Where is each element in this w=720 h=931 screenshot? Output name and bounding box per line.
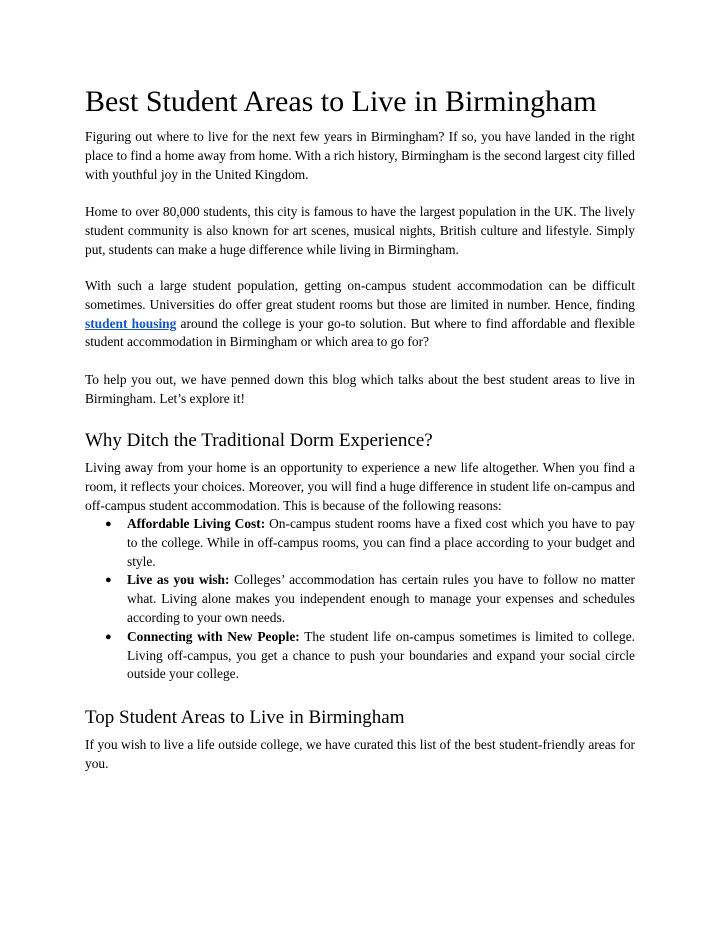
intro-paragraph-3-start: With such a large student population, getting on-campus student accommodation can be difficult sometimes. Universities do offer great student rooms but those are limited in number. Hence, finding	[85, 278, 635, 312]
student-housing-link[interactable]: student housing	[85, 315, 177, 331]
dorm-paragraph: Living away from your home is an opportunity to experience a new life altogether. When you find a room, it reflects your choices. Moreover, you will find a huge difference in student life on-campus and off-campus student accommodation. This is because of the following reasons:	[85, 460, 635, 513]
section-heading-areas: Top Student Areas to Live in Birmingham	[85, 707, 405, 728]
intro-paragraph-4: To help you out, we have penned down this blog which talks about the best student areas to live in Birmingham. Let’s explore it!	[85, 372, 635, 406]
list-item-text: The student life on-campus sometimes is limited to college. Living off-campus, you get a chance to push your boundaries and expand your social circle outside your college.	[127, 628, 636, 682]
intro-paragraph-3-end: around the college is your go-to solution. But where to find affordable and flexible student accommodation in Birmingham or which area to go for?	[85, 315, 635, 350]
page-title: Best Student Areas to Live in Birmingham	[85, 85, 597, 118]
intro-paragraph-3	[85, 277, 635, 352]
intro-paragraph-2: Home to over 80,000 students, this city is famous to have the largest population in the UK. The lively student community is also known for art scenes, musical nights, British culture and lifestyle. Simply put, students can make a huge difference while living in Birmingham.	[85, 204, 635, 257]
intro-paragraph-1: Figuring out where to live for the next few years in Birmingham? If so, you have landed in the right place to find a home away from home. With a rich history, Birmingham is the second largest city filled with youthful joy in the United Kingdom.	[85, 129, 635, 182]
bullet-icon: ●	[105, 574, 112, 587]
list-item-label: Affordable Living Cost:	[127, 516, 266, 531]
reasons-list	[85, 515, 635, 684]
list-item	[85, 571, 635, 627]
bullet-icon: ●	[105, 630, 112, 643]
list-item	[85, 628, 635, 684]
list-item-label: Connecting with New People:	[127, 628, 300, 644]
bullet-icon: ●	[105, 518, 112, 530]
list-item	[85, 515, 635, 571]
list-item-text: On-campus student rooms have a fixed cost which you have to pay to the college. While in off-campus rooms, you can find a place according to your budget and style.	[127, 516, 635, 569]
list-item-label: Live as you wish:	[127, 572, 230, 588]
section-heading-dorm: Why Ditch the Traditional Dorm Experience?	[85, 430, 433, 451]
list-item-text: Colleges’ accommodation has certain rules you have to follow no matter what. Living alone makes you independent enough to manage your expenses and schedules according to your own needs.	[127, 572, 635, 625]
areas-paragraph: If you wish to live a life outside college, we have curated this list of the best student-friendly areas for you.	[85, 737, 635, 771]
